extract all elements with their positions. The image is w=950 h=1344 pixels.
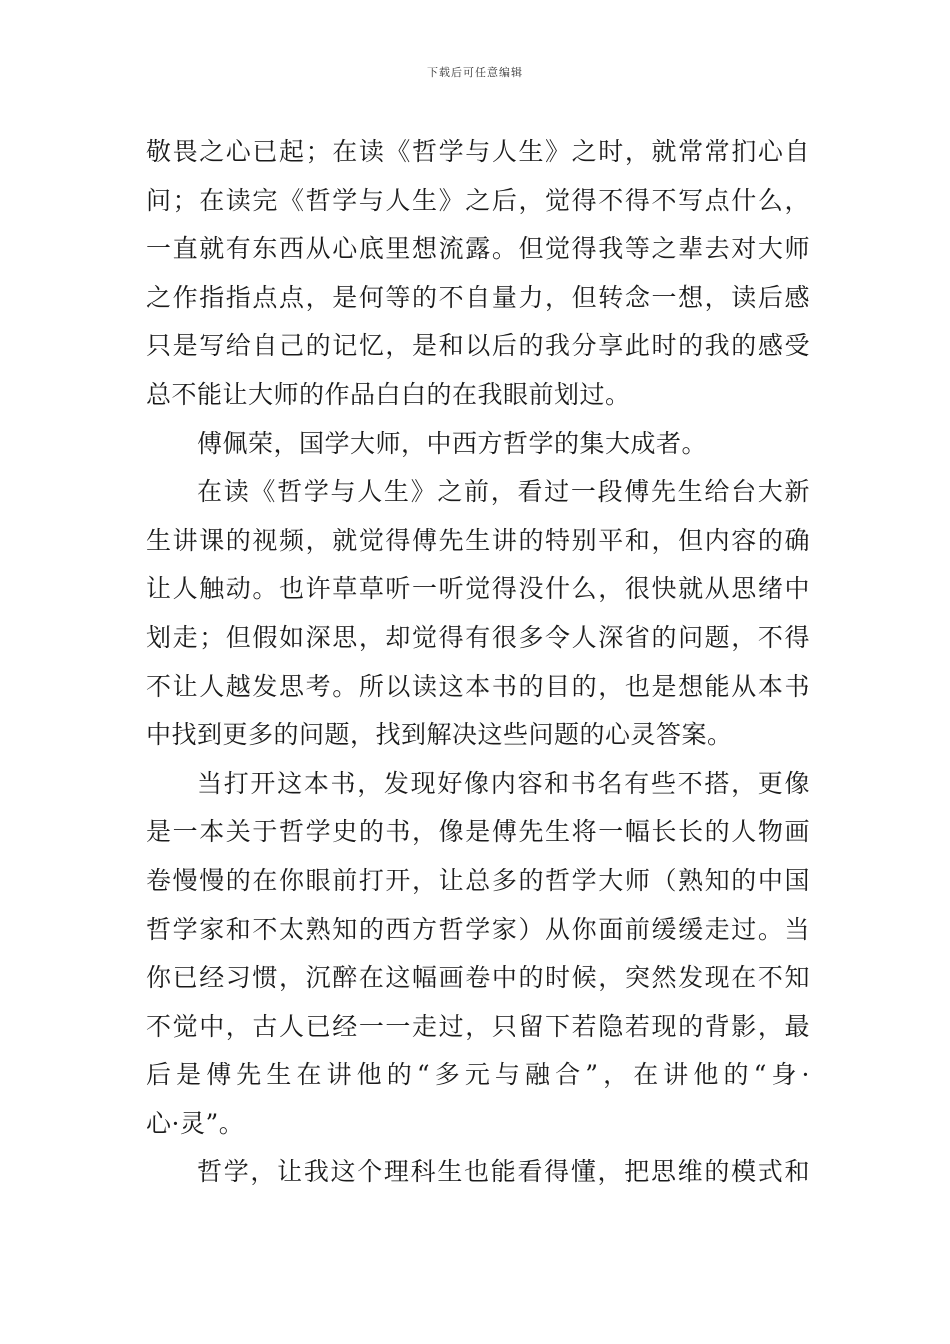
text-line: 敬畏之心已起；在读《哲学与人生》之时，就常常扪心自 (146, 137, 810, 166)
text-line: 不觉中，古人已经一一走过，只留下若隐若现的背影，最 (146, 1011, 810, 1041)
text-line: 生讲课的视频，就觉得傅先生讲的特别平和，但内容的确 (146, 525, 810, 555)
text-line: 心·灵”。 (146, 1108, 245, 1138)
text-line: 你已经习惯，沉醉在这幅画卷中的时候，突然发现在不知 (146, 963, 810, 993)
text-line: 问；在读完《哲学与人生》之后，觉得不得不写点什么， (146, 185, 810, 215)
text-line: 哲学家和不太熟知的西方哲学家）从你面前缓缓走过。当 (146, 914, 810, 944)
paragraph-first-line: 在读《哲学与人生》之前，看过一段傅先生给台大新 (197, 477, 810, 507)
text-line: 总不能让大师的作品白白的在我眼前划过。 (146, 379, 631, 409)
text-line: 划走；但假如深思，却觉得有很多令人深省的问题，不得 (146, 622, 810, 652)
text-line: 让人触动。也许草草听一听觉得没什么，很快就从思绪中 (146, 574, 810, 604)
paragraph-first-line: 哲学，让我这个理科生也能看得懂，把思维的模式和 (197, 1157, 810, 1187)
text-line: 中找到更多的问题，找到解决这些问题的心灵答案。 (146, 720, 733, 750)
paragraph-first-line: 当打开这本书，发现好像内容和书名有些不搭，更像 (197, 768, 810, 798)
text-line: 卷慢慢的在你眼前打开，让总多的哲学大师（熟知的中国 (146, 865, 810, 895)
document-body (146, 128, 810, 1197)
text-line: 之作指指点点，是何等的不自量力，但转念一想，读后感 (146, 282, 810, 312)
page-header: 下载后可任意编辑 (427, 66, 523, 79)
text-line: 后是傅先生在讲他的“多元与融合”，在讲他的“身· (146, 1060, 810, 1090)
text-line: 不让人越发思考。所以读这本书的目的，也是想能从本书 (146, 671, 810, 701)
text-line: 一直就有东西从心底里想流露。但觉得我等之辈去对大师 (146, 234, 810, 264)
text-line: 只是写给自己的记忆，是和以后的我分享此时的我的感受 (146, 331, 810, 361)
text-line: 是一本关于哲学史的书，像是傅先生将一幅长长的人物画 (146, 817, 810, 847)
paragraph-first-line: 傅佩荣，国学大师，中西方哲学的集大成者。 (197, 428, 708, 458)
